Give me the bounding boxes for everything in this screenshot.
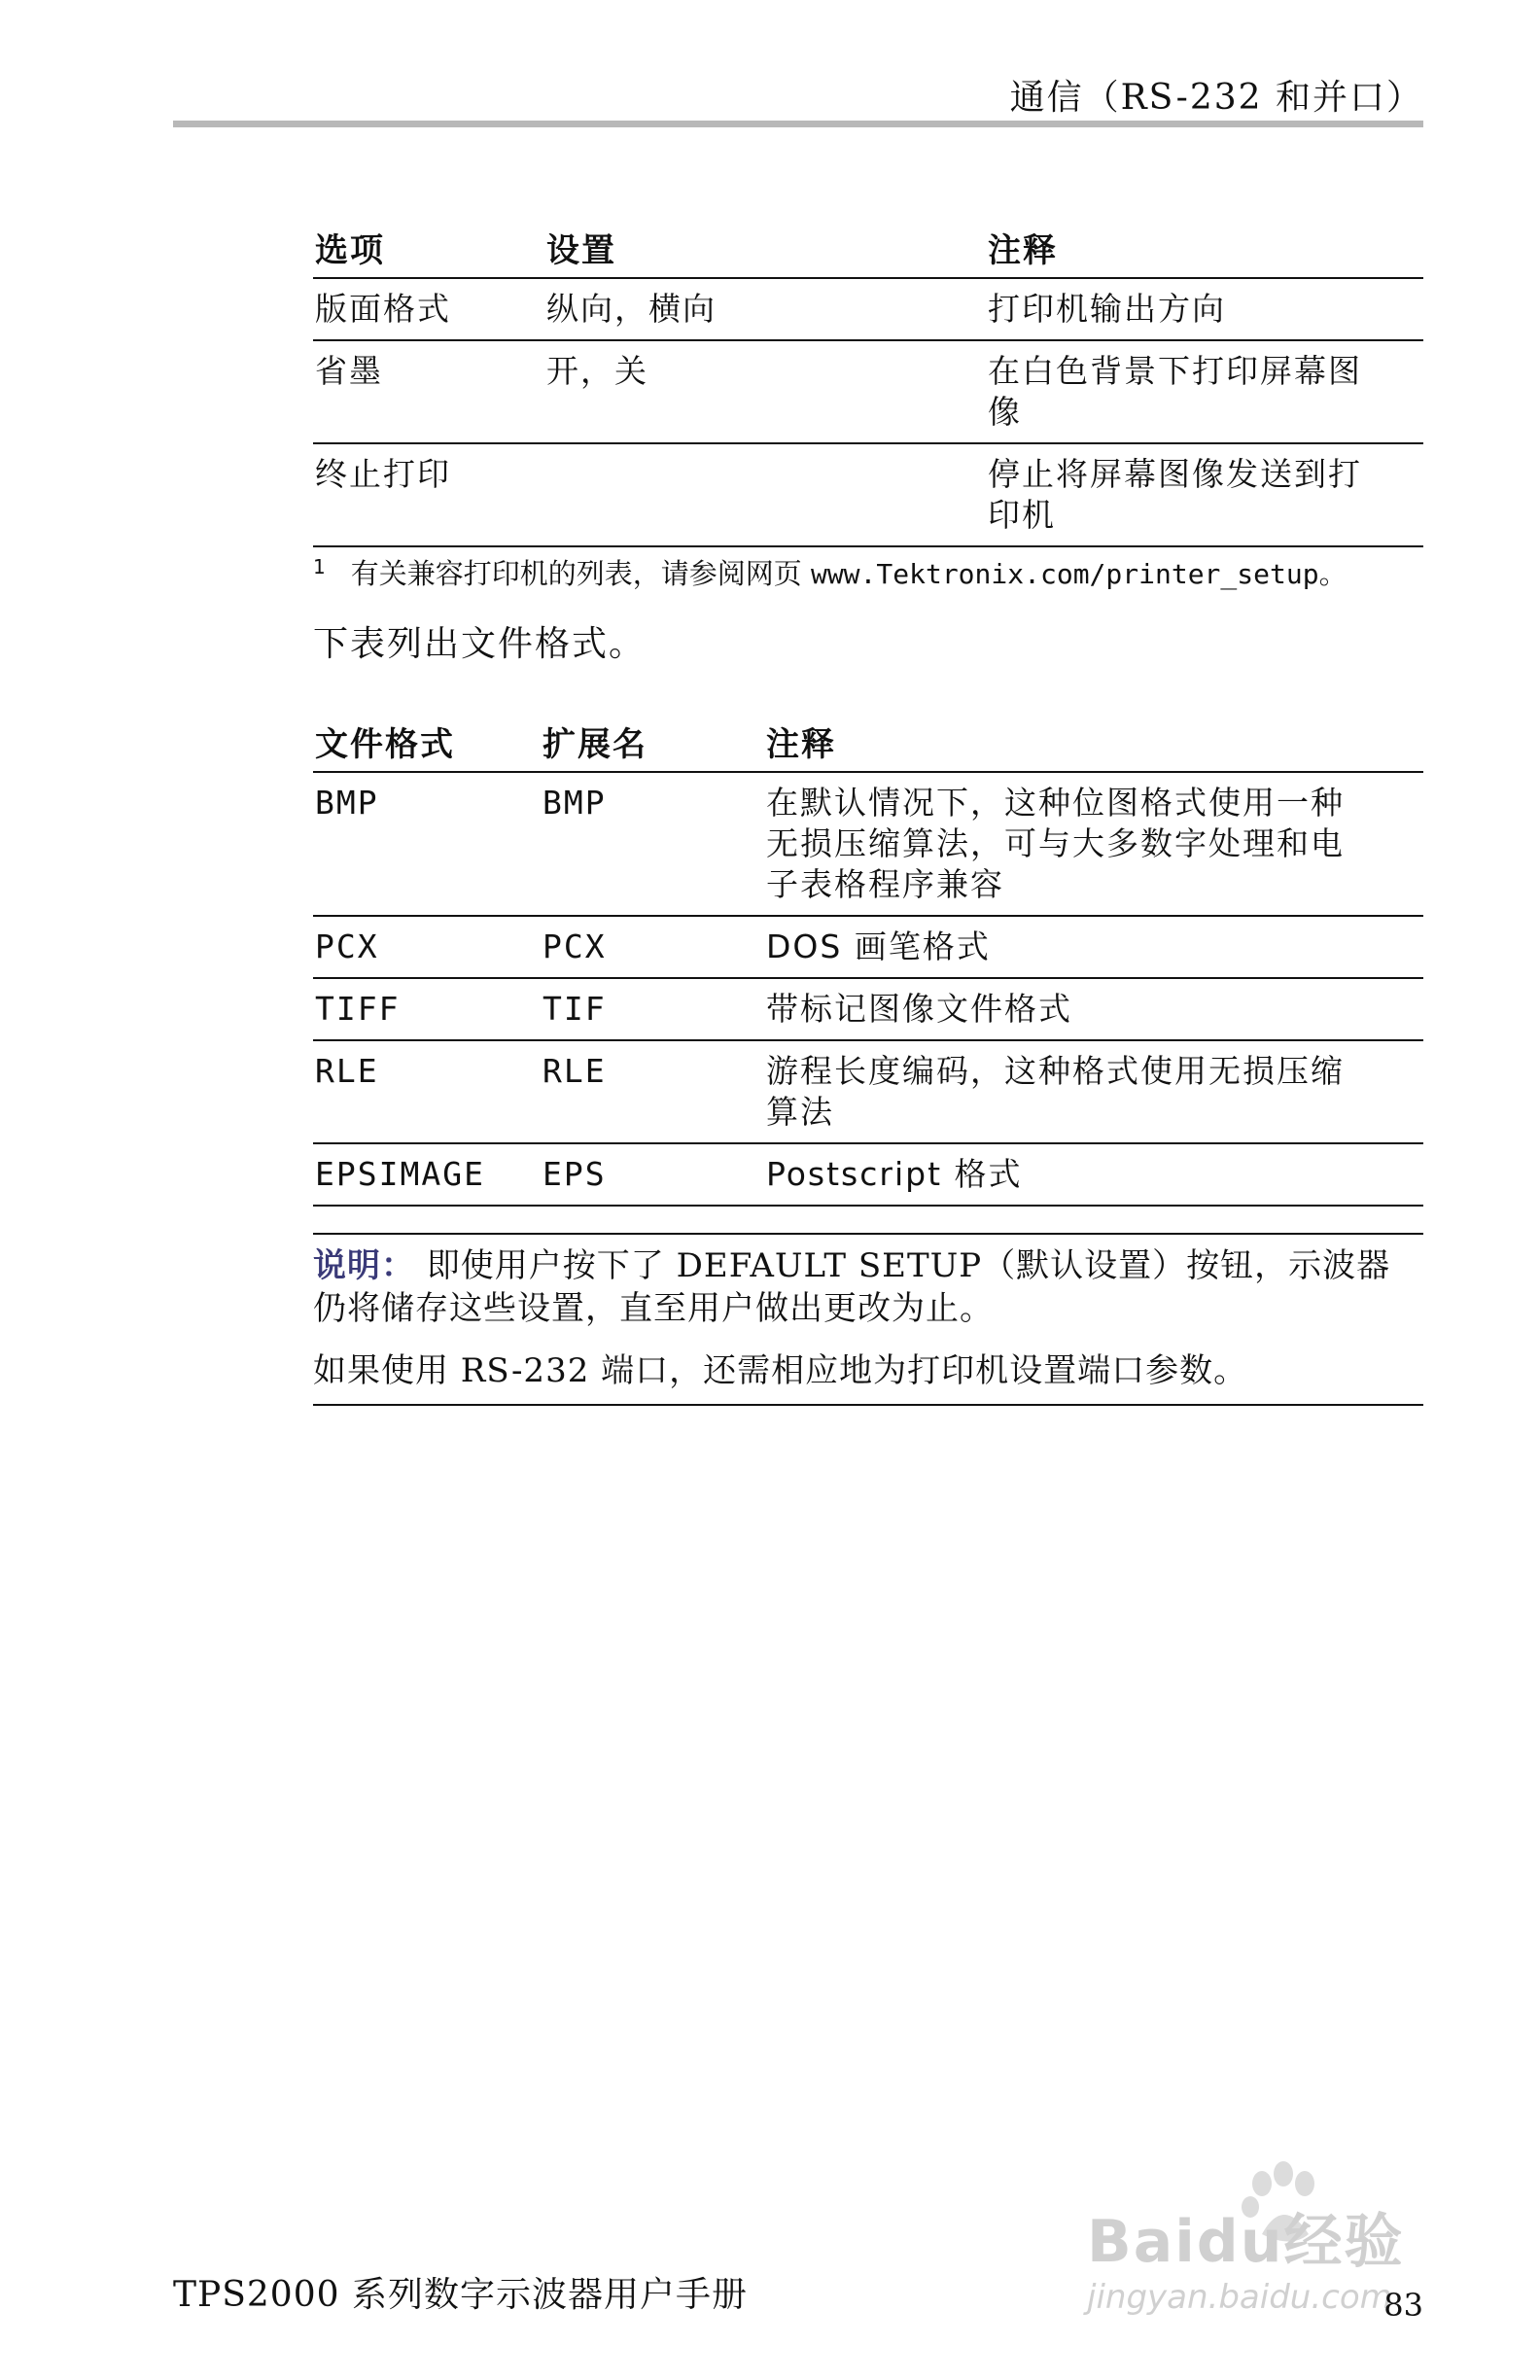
table-cell: BMP (541, 772, 764, 916)
table-row (313, 772, 1423, 916)
column-header-setting: 设置 (544, 216, 986, 278)
file-formats-table (313, 710, 1423, 1207)
table-cell: PCX (313, 916, 541, 978)
intro-text: 下表列出文件格式。 (313, 624, 647, 664)
column-header-file-format: 文件格式 (313, 710, 541, 772)
table-cell (544, 443, 986, 546)
table-cell: RLE (541, 1040, 764, 1143)
table-cell: TIFF (313, 978, 541, 1040)
table-cell: 开，关 (544, 340, 986, 443)
footnote-text: 有关兼容打印机的列表，请参阅网页 (350, 557, 802, 590)
table-row (313, 1143, 1423, 1206)
footer-manual-title: TPS2000 系列数字示波器用户手册 (173, 2275, 748, 2315)
table-row (313, 278, 1423, 340)
table-cell: PCX (541, 916, 764, 978)
column-header-option: 选项 (313, 216, 544, 278)
table-header-row (313, 216, 1423, 278)
table-cell: 带标记图像文件格式 (764, 978, 1423, 1040)
note-text: 即使用户按下了 DEFAULT SETUP（默认设置）按钮，示波器仍将储存这些设置，直至用户做出更改为止。 (313, 1246, 1391, 1328)
note-block (313, 1244, 1423, 1412)
footnote-end: 。 (1318, 557, 1348, 590)
table-header-row (313, 710, 1423, 772)
footnote-url: www.Tektronix.com/printer_setup (810, 558, 1319, 590)
table-cell: EPS (541, 1143, 764, 1206)
watermark-brand: Baidu经验 (1087, 2208, 1405, 2276)
table-cell: 省墨 (313, 340, 544, 443)
table-cell: EPSIMAGE (313, 1143, 541, 1206)
footer-page-number: 83 (1383, 2287, 1423, 2324)
table-cell: 纵向，横向 (544, 278, 986, 340)
table-cell: 终止打印 (313, 443, 544, 546)
footnote (313, 552, 1348, 592)
note-bottom-rule (313, 1404, 1423, 1406)
table-row (313, 443, 1423, 546)
watermark-url: jingyan.baidu.com (1087, 2278, 1392, 2317)
column-header-comment: 注释 (764, 710, 1423, 772)
table-cell: RLE (313, 1040, 541, 1143)
note-top-rule (313, 1233, 1423, 1235)
table-cell: TIF (541, 978, 764, 1040)
note-paragraph (313, 1244, 1423, 1330)
table-cell: BMP (313, 772, 541, 916)
table-cell: 在默认情况下，这种位图格式使用一种无损压缩算法，可与大多数字处理和电子表格程序兼容 (764, 772, 1423, 916)
page-header-title: 通信（RS-232 和并口） (1009, 78, 1423, 118)
table-row (313, 1040, 1423, 1143)
note-label: 说明： (313, 1246, 415, 1285)
column-header-comment: 注释 (986, 216, 1423, 278)
table-cell: 打印机输出方向 (986, 278, 1423, 340)
note-paragraph-2: 如果使用 RS-232 端口，还需相应地为打印机设置端口参数。 (313, 1351, 1248, 1390)
table-cell: 停止将屏幕图像发送到打印机 (986, 443, 1423, 546)
table-cell: 游程长度编码，这种格式使用无损压缩算法 (764, 1040, 1423, 1143)
table-cell: DOS 画笔格式 (764, 916, 1423, 978)
header-rule (173, 121, 1423, 127)
table-cell: Postscript 格式 (764, 1143, 1423, 1206)
table-cell: 版面格式 (313, 278, 544, 340)
table-row (313, 916, 1423, 978)
print-options-table (313, 216, 1423, 547)
table-row (313, 978, 1423, 1040)
table-row (313, 340, 1423, 443)
footnote-marker: 1 (313, 555, 326, 578)
column-header-extension: 扩展名 (541, 710, 764, 772)
table-cell: 在白色背景下打印屏幕图像 (986, 340, 1423, 443)
